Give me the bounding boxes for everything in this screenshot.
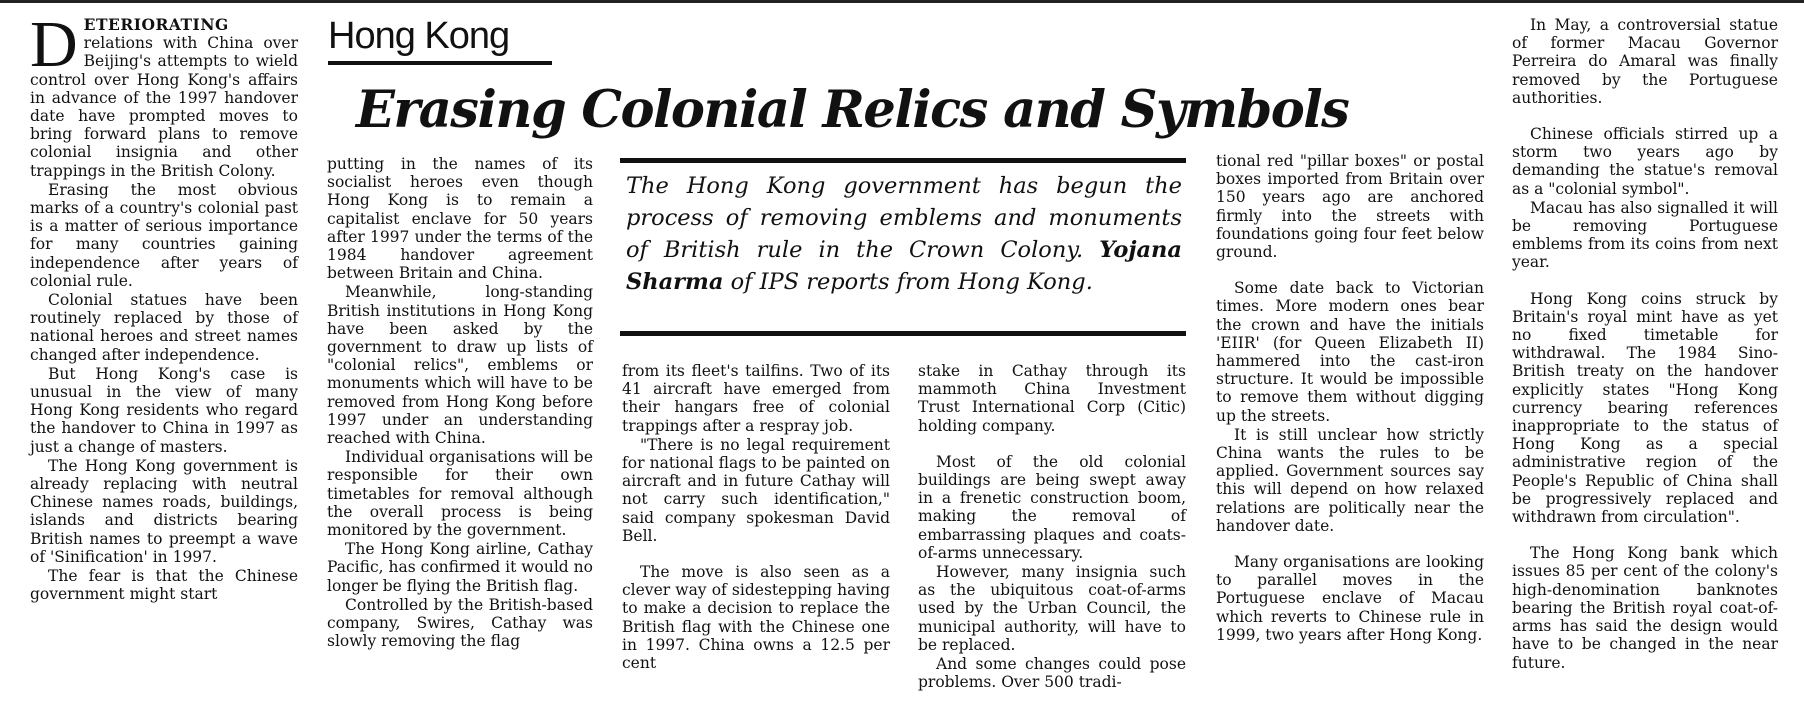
paragraph: Macau has also signalled it will be removing Portuguese emblems from its coins from next year.	[1512, 198, 1778, 272]
paragraph: putting in the names of its socialist heroes even though Hong Kong is to remain a capitalist enclave for 50 years after 1997 under the terms of the 1984 handover agreement between Britain and China.	[327, 155, 593, 283]
paragraph: It is still unclear how strictly China wants the rules to be applied. Government sources say this will depend on how relaxed relations are politically near the handover date.	[1216, 425, 1484, 535]
paragraph: The move is also seen as a clever way of sidestepping having to make a decision to replace the British flag with the Chinese one in 1997. China owns a 12.5 per cent	[622, 563, 890, 673]
top-rule	[0, 0, 1804, 3]
paragraph: stake in Cathay through its mammoth China Investment Trust International Corp (Citic) holding company.	[918, 362, 1186, 435]
lead-text: relations with China over Beijing's attempts to wield control over Hong Kong's affairs in advance of the 1997 handover date have prompted moves to bring forward plans to remove colonial insignia and other trappings in the British Colony.	[30, 34, 298, 180]
deck-top-rule	[620, 158, 1186, 163]
byline-author: Yojana Sharma	[626, 237, 1182, 295]
paragraph: Hong Kong coins struck by Britain's royal mint have as yet no fixed timetable for withdrawal. The 1984 Sino-British treaty on the handover explicitly states "Hong Kong currency bearing references inappropriate to the status of Hong Kong as a special administrative region of the People's Republic of China shall be progressively replaced and withdrawn from circulation".	[1512, 289, 1778, 527]
paragraph: from its fleet's tailfins. Two of its 41 aircraft have emerged from their hangars free of colonial trappings after a respray job.	[622, 362, 890, 435]
paragraph: And some changes could pose problems. Over 500 tradi-	[918, 655, 1186, 692]
paragraph: Chinese officials stirred up a storm two years ago by demanding the statue's removal as a "colonial symbol".	[1512, 125, 1778, 198]
paragraph: tional red "pillar boxes" or postal boxes imported from Britain over 150 years ago are anchored firmly into the streets with foundations going four feet below ground.	[1216, 152, 1484, 262]
paragraph: The Hong Kong bank which issues 85 per cent of the colony's high-denomination banknotes bearing the British royal coat-of-arms has said the design would have to be changed in the near future.	[1512, 544, 1778, 672]
lead-paragraph	[30, 8, 298, 180]
paragraph: Many organisations are looking to parallel moves in the Portuguese enclave of Macau which reverts to Chinese rule in 1999, two years after Hong Kong.	[1216, 553, 1484, 644]
article-column-6	[1512, 16, 1778, 672]
article-column-4	[918, 362, 1186, 691]
paragraph: The Hong Kong airline, Cathay Pacific, has confirmed it would no longer be flying the British flag.	[327, 540, 593, 595]
paragraph: "There is no legal requirement for national flags to be painted on aircraft and in future Cathay will not carry such identification," said company spokesman David Bell.	[622, 435, 890, 545]
article-column-1	[30, 8, 298, 604]
article-column-2	[327, 155, 593, 650]
paragraph: Some date back to Victorian times. More modern ones bear the crown and have the initials 'EIIR' (for Queen Elizabeth II) hammered into the cast-iron structure. It would be impossible to remove them without digging up the streets.	[1216, 279, 1484, 425]
section-label: Hong Kong	[328, 14, 552, 65]
deck-bottom-rule	[620, 331, 1186, 336]
article-column-3	[622, 362, 890, 672]
paragraph: Individual organisations will be responsible for their own timetables for removal although the overall process is being monitored by the government.	[327, 448, 593, 540]
paragraph: Erasing the most obvious marks of a country's colonial past is a matter of serious importance for many countries gaining independence after years of colonial rule.	[30, 180, 298, 290]
paragraph: But Hong Kong's case is unusual in the view of many Hong Kong residents who regard the handover to China in 1997 as just a change of masters.	[30, 364, 298, 456]
paragraph: Meanwhile, long-standing British institutions in Hong Kong have been asked by the government to draw up lists of "colonial relics", emblems or monuments which will have to be removed from Hong Kong before 1997 under an understanding reached with China.	[327, 283, 593, 448]
paragraph: Most of the old colonial buildings are being swept away in a frenetic construction boom, making the removal of embarrassing plaques and coats-of-arms unnecessary.	[918, 452, 1186, 562]
lead-caps: ETERIORATING	[83, 15, 229, 34]
paragraph: Controlled by the British-based company, Swires, Cathay was slowly removing the flag	[327, 595, 593, 651]
drop-cap: D	[30, 8, 78, 81]
paragraph: Colonial statues have been routinely replaced by those of national heroes and street names changed after independence.	[30, 291, 298, 364]
article-column-5	[1216, 152, 1484, 644]
paragraph: The fear is that the Chinese government might start	[30, 567, 298, 604]
paragraph: In May, a controversial statue of former Macau Governor Perreira do Amaral was finally removed by the Portuguese authorities.	[1512, 16, 1778, 107]
headline: Erasing Colonial Relics and Symbols	[356, 80, 1349, 140]
deck-standfirst	[626, 170, 1182, 298]
paragraph: The Hong Kong government is already replacing with neutral Chinese names roads, buildings, islands and districts bearing British names to preempt a wave of 'Sinification' in 1997.	[30, 456, 298, 566]
paragraph: However, many insignia such as the ubiquitous coat-of-arms used by the Urban Council, the municipal authority, will have to be replaced.	[918, 563, 1186, 654]
deck-text-end: of IPS reports from Hong Kong.	[723, 269, 1093, 295]
deck-text: The Hong Kong government has begun the process of removing emblems and monuments of British rule in the Crown Colony.	[626, 173, 1182, 263]
